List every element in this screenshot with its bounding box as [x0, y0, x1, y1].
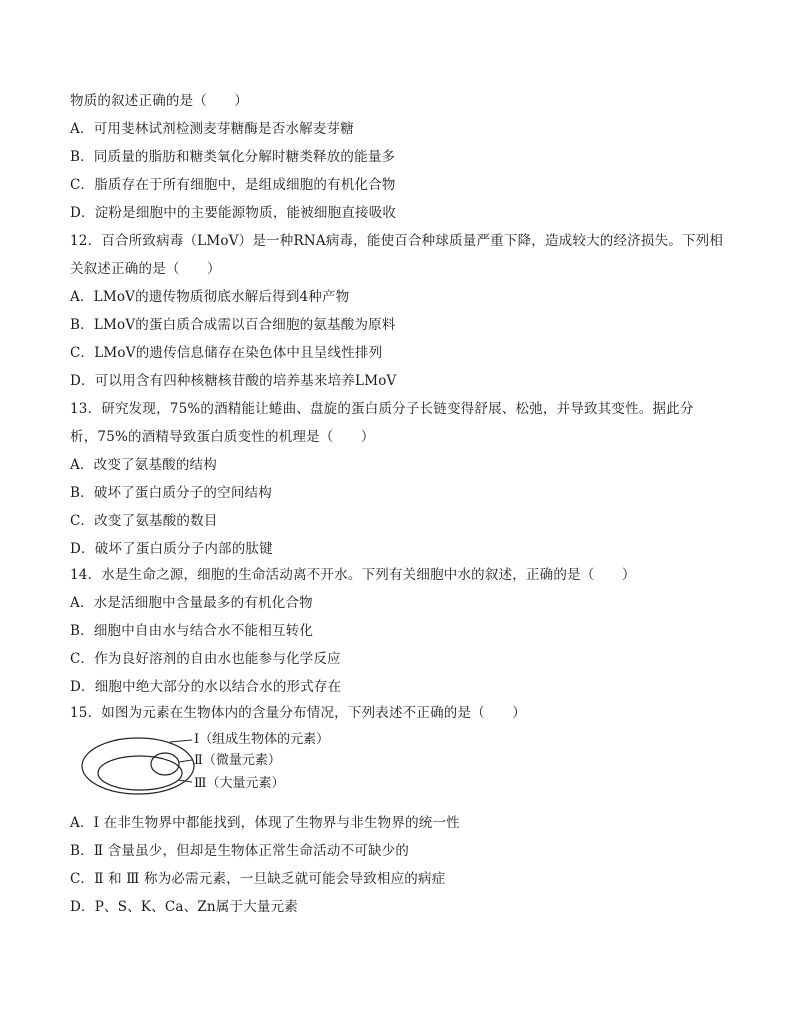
q15-stem: 15．如图为元素在生物体内的含量分布情况，下列表述不正确的是（ ） [70, 705, 526, 721]
label-ii: Ⅱ（微量元素） [194, 753, 281, 768]
ellipse-iii [98, 756, 182, 790]
q12-stem-line-1: 12．百合所致病毒（LMoV）是一种RNA病毒，能使百合种球质量严重下降，造成较大的经济损失。下列相 [70, 233, 724, 249]
label-i: Ⅰ（组成生物体的元素） [194, 732, 330, 747]
q14-option-c: C．作为良好溶剂的自由水也能参与化学反应 [70, 651, 341, 667]
q13-option-b: B．破坏了蛋白质分子的空间结构 [70, 485, 272, 501]
q15-option-c: C．Ⅱ 和 Ⅲ 称为必需元素，一旦缺乏就可能会导致相应的病症 [70, 871, 446, 887]
leader-line-ii [179, 760, 192, 762]
q11-option-a: A．可用斐林试剂检测麦芽糖酶是否水解麦芽糖 [70, 121, 354, 137]
q13-stem-line-1: 13．研究发现，75%的酒精能让蜷曲、盘旋的蛋白质分子长链变得舒展、松弛，并导致其变性。据此分 [70, 401, 694, 417]
q14-option-b: B．细胞中自由水与结合水不能相互转化 [70, 623, 314, 639]
q13-option-c: C．改变了氨基酸的数目 [70, 513, 218, 529]
q12-option-a: A．LMoV的遗传物质彻底水解后得到4种产物 [70, 289, 350, 305]
q14-option-d: D．细胞中绝大部分的水以结合水的形式存在 [70, 679, 342, 695]
label-iii: Ⅲ（大量元素） [194, 776, 285, 791]
q12-option-c: C．LMoV的遗传信息储存在染色体中且呈线性排列 [70, 345, 383, 361]
q13-stem-line-2: 析，75%的酒精导致蛋白质变性的机理是（ ） [70, 429, 375, 445]
q15-option-d: D．P、S、K、Ca、Zn属于大量元素 [70, 899, 298, 915]
ellipse-i [82, 738, 194, 794]
q14-option-a: A．水是活细胞中含量最多的有机化合物 [70, 595, 313, 611]
q11-stem-tail: 物质的叙述正确的是（ ） [70, 93, 249, 109]
q11-option-b: B．同质量的脂肪和糖类氧化分解时糖类释放的能量多 [70, 149, 396, 165]
q11-option-d: D．淀粉是细胞中的主要能源物质，能被细胞直接吸收 [70, 205, 397, 221]
q15-option-a: A．Ⅰ 在非生物界中都能找到，体现了生物界与非生物界的统一性 [70, 815, 460, 831]
q12-option-b: B．LMoV的蛋白质合成需以百合细胞的氨基酸为原料 [70, 317, 396, 333]
q15-option-b: B．Ⅱ 含量虽少，但却是生物体正常生命活动不可缺少的 [70, 843, 410, 859]
q12-stem-line-2: 关叙述正确的是（ ） [70, 261, 221, 277]
element-content-diagram [80, 730, 400, 800]
q12-option-d: D．可以用含有四种核糖核苷酸的培养基来培养LMoV [70, 373, 397, 389]
q14-stem: 14．水是生命之源，细胞的生命活动离不开水。下列有关细胞中水的叙述，正确的是（ ） [70, 567, 636, 583]
q13-option-a: A．改变了氨基酸的结构 [70, 457, 217, 473]
q13-option-d: D．破坏了蛋白质分子内部的肽键 [70, 541, 273, 557]
q11-option-c: C．脂质存在于所有细胞中，是组成细胞的有机化合物 [70, 177, 396, 193]
leader-line-i [170, 740, 192, 742]
